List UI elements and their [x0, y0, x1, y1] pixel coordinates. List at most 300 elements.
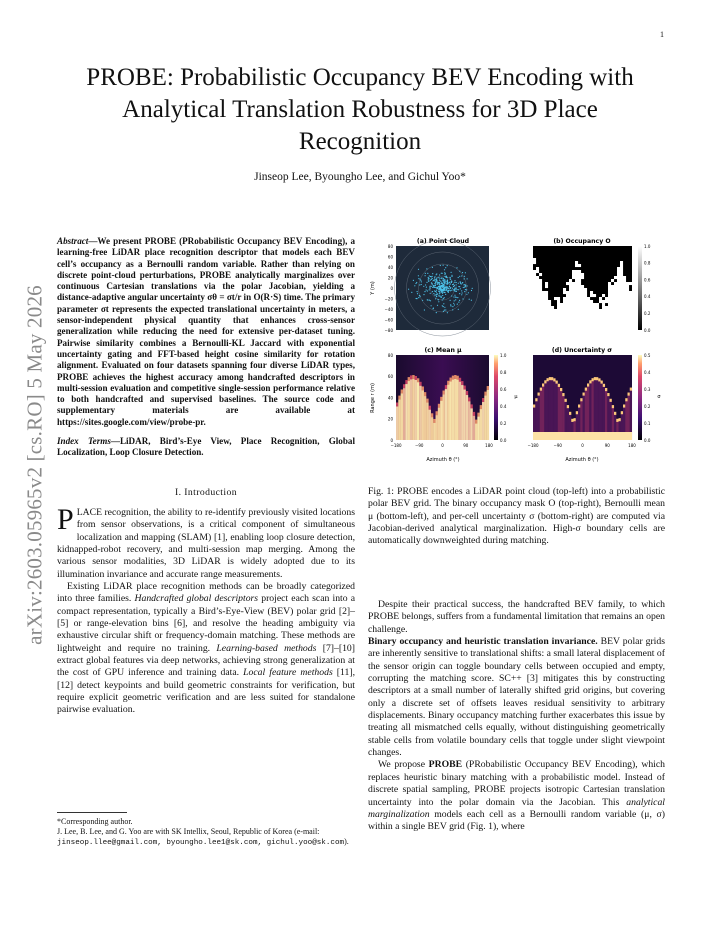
occupancy-cell — [551, 324, 554, 327]
lidar-point — [436, 292, 437, 293]
occupancy-cell — [557, 318, 560, 321]
occupancy-cell — [539, 297, 542, 300]
right-p3-probe: PROBE — [428, 759, 463, 771]
lidar-point — [424, 291, 425, 292]
lidar-point — [428, 281, 429, 282]
uncertainty-edge — [621, 411, 623, 414]
occupancy-cell — [620, 300, 623, 303]
lidar-point — [434, 280, 435, 281]
uncertainty-edge — [583, 393, 585, 396]
footnote-affiliation — [57, 827, 355, 848]
occupancy-cell — [605, 315, 608, 318]
uncertainty-edge — [605, 388, 607, 391]
y-tick-label: 40 — [387, 264, 393, 270]
occupancy-cell — [539, 282, 542, 285]
occupancy-cell — [542, 306, 545, 309]
occupancy-cell — [617, 318, 620, 321]
lidar-point — [464, 276, 465, 277]
occupancy-cell — [536, 324, 539, 327]
footnote-affiliation-text: J. Lee, B. Lee, and G. Yoo are with SK Intellix, Seoul, Republic of Korea (e-mail: — [57, 827, 320, 836]
occupancy-cell — [545, 282, 548, 285]
occupancy-cell — [533, 321, 536, 324]
lidar-point — [431, 305, 432, 306]
uncertainty-band — [601, 384, 603, 440]
occupancy-cell — [560, 327, 563, 330]
lidar-point — [429, 286, 430, 287]
lidar-point — [439, 283, 440, 284]
occupancy-cell — [572, 300, 575, 303]
occupancy-cell — [599, 315, 602, 318]
footnote-rule — [57, 812, 127, 813]
occupancy-cell — [563, 321, 566, 324]
occupancy-cell — [593, 318, 596, 321]
occupancy-cell — [569, 294, 572, 297]
lidar-point — [440, 285, 441, 286]
occupancy-cell — [611, 279, 614, 282]
uncertainty-edge — [540, 388, 542, 391]
lidar-point — [426, 282, 427, 283]
lidar-point — [449, 284, 450, 285]
occupancy-cell — [611, 303, 614, 306]
occupancy-cell — [629, 300, 632, 303]
occupancy-cell — [614, 294, 617, 297]
occupancy-cell — [548, 312, 551, 315]
mean-band — [452, 380, 454, 440]
occupancy-cell — [533, 297, 536, 300]
mean-band — [473, 416, 475, 440]
occupancy-cell — [617, 309, 620, 312]
lidar-point — [450, 300, 451, 301]
occupancy-cell — [578, 306, 581, 309]
occupancy-cell — [608, 306, 611, 309]
occupancy-cell — [617, 327, 620, 330]
occupancy-cell — [611, 285, 614, 288]
occupancy-cell — [590, 318, 593, 321]
occupancy-cell — [623, 294, 626, 297]
lidar-point — [451, 276, 452, 277]
panel-a-y-ticks — [385, 244, 394, 333]
occupancy-cell — [614, 321, 617, 324]
occupancy-cell — [569, 303, 572, 306]
occupancy-cell — [578, 300, 581, 303]
occupancy-cell — [584, 306, 587, 309]
uncertainty-edge — [580, 398, 582, 401]
occupancy-cell — [572, 306, 575, 309]
occupancy-cell — [584, 327, 587, 330]
occupancy-cell — [545, 285, 548, 288]
lidar-point — [435, 281, 436, 282]
lidar-point — [446, 286, 447, 287]
occupancy-cell — [581, 321, 584, 324]
mean-band — [422, 390, 424, 440]
right-p3-text: models each cell as a Bernoulli random variable (μ, σ) within a single BEV grid (Fig. 1), where — [368, 808, 665, 833]
occupancy-cell — [608, 288, 611, 291]
panel-d-x-label: Azimuth θ (°) — [565, 457, 599, 463]
lidar-point — [436, 290, 437, 291]
occupancy-cell — [545, 321, 548, 324]
occupancy-cell — [608, 297, 611, 300]
occupancy-cell — [617, 312, 620, 315]
uncertainty-band — [547, 381, 549, 440]
occupancy-cell — [599, 297, 602, 300]
occupancy-cell — [542, 303, 545, 306]
occupancy-cell — [602, 312, 605, 315]
occupancy-cell — [620, 282, 623, 285]
lidar-point — [442, 280, 443, 281]
occupancy-cell — [560, 315, 563, 318]
lidar-point — [440, 265, 441, 266]
lidar-point — [445, 283, 446, 284]
occupancy-cell — [626, 315, 629, 318]
occupancy-cell — [533, 285, 536, 288]
right-paragraph-1: Despite their practical success, the handcrafted BEV family, to which PROBE belongs, suffers from a fundamental limitation that remains an open challenge. — [368, 599, 665, 635]
uncertainty-edge — [565, 399, 567, 402]
occupancy-cell — [587, 303, 590, 306]
lidar-point — [462, 292, 463, 293]
occupancy-cell — [557, 300, 560, 303]
lidar-point — [425, 275, 426, 276]
lidar-point — [421, 281, 422, 282]
lidar-point — [461, 294, 462, 295]
y-tick-label: −60 — [384, 317, 393, 323]
lidar-point — [429, 289, 430, 290]
y-tick-label: 20 — [387, 275, 393, 281]
occupancy-cell — [569, 315, 572, 318]
lidar-point — [427, 290, 428, 291]
occupancy-cell — [626, 297, 629, 300]
lidar-point — [471, 300, 472, 301]
occupancy-cell — [629, 303, 632, 306]
occupancy-cell — [578, 270, 581, 273]
lidar-point — [442, 295, 443, 296]
lidar-point — [451, 295, 452, 296]
y-tick-label: −40 — [384, 306, 393, 312]
lidar-point — [418, 269, 419, 270]
occupancy-cell — [590, 324, 593, 327]
occupancy-cell — [569, 297, 572, 300]
lidar-point — [454, 300, 455, 301]
occupancy-cell — [575, 321, 578, 324]
occupancy-cell — [545, 297, 548, 300]
occupancy-cell — [548, 324, 551, 327]
occupancy-cell — [542, 291, 545, 294]
colorbar-tick-label: 0.6 — [644, 277, 651, 283]
occupancy-cell — [575, 279, 578, 282]
lidar-point — [455, 299, 456, 300]
intro-p2-text: project each scan into a compact representation, typically a Bird’s-Eye-View (BEV) polar grid [2]–[5] or range-elevation bins [6], and resolve the heading ambiguity via exhaustive circular shift or frequency-domain matching. These methods are lightweight and require no training. — [57, 593, 356, 654]
lidar-point — [471, 290, 472, 291]
occupancy-cell — [563, 297, 566, 300]
occupancy-cell — [545, 309, 548, 312]
occupancy-cell — [566, 291, 569, 294]
occupancy-cell — [578, 282, 581, 285]
lidar-point — [454, 295, 455, 296]
arxiv-watermark — [20, 255, 50, 675]
colorbar-tick-label: 1.0 — [644, 243, 651, 249]
occupancy-cell — [620, 309, 623, 312]
uncertainty-edge — [614, 412, 616, 415]
occupancy-cell — [602, 303, 605, 306]
occupancy-cell — [581, 276, 584, 279]
occupancy-cell — [602, 318, 605, 321]
lidar-point — [418, 278, 419, 279]
mean-band — [398, 400, 400, 440]
occupancy-cell — [611, 297, 614, 300]
occupancy-cell — [542, 297, 545, 300]
occupancy-cell — [566, 324, 569, 327]
occupancy-cell — [557, 327, 560, 330]
occupancy-cell — [611, 294, 614, 297]
occupancy-cell — [578, 279, 581, 282]
lidar-point — [451, 282, 452, 283]
occupancy-cell — [584, 297, 587, 300]
mean-band — [429, 410, 431, 440]
colorbar-tick-label: 0.0 — [500, 437, 507, 443]
lidar-point — [447, 291, 448, 292]
occupancy-cell — [599, 300, 602, 303]
mean-band — [449, 382, 451, 440]
occupancy-cell — [608, 303, 611, 306]
occupancy-cell — [593, 309, 596, 312]
occupancy-cell — [626, 303, 629, 306]
occupancy-cell — [623, 315, 626, 318]
occupancy-cell — [611, 300, 614, 303]
lidar-point — [429, 275, 430, 276]
lidar-point — [454, 304, 455, 305]
lidar-point — [444, 307, 445, 308]
occupancy-cell — [566, 321, 569, 324]
occupancy-cell — [551, 312, 554, 315]
occupancy-cell — [590, 312, 593, 315]
lidar-point — [439, 291, 440, 292]
occupancy-cell — [584, 324, 587, 327]
occupancy-cell — [539, 279, 542, 282]
lidar-point — [434, 295, 435, 296]
occupancy-cell — [629, 315, 632, 318]
lidar-point — [432, 291, 433, 292]
occupancy-cell — [533, 273, 536, 276]
occupancy-cell — [608, 285, 611, 288]
occupancy-cell — [572, 315, 575, 318]
occupancy-cell — [560, 303, 563, 306]
occupancy-cell — [569, 309, 572, 312]
panel-d-colorbar-ticks — [644, 353, 651, 443]
lidar-point — [443, 298, 444, 299]
occupancy-cell — [536, 315, 539, 318]
lidar-point — [441, 292, 442, 293]
lidar-point — [443, 265, 444, 266]
right-p3-text: We propose — [378, 759, 429, 771]
occupancy-cell — [563, 303, 566, 306]
occupancy-cell — [620, 294, 623, 297]
intro-paragraph-1 — [57, 502, 355, 581]
panel-d-x-ticks — [528, 443, 637, 448]
lidar-point — [459, 300, 460, 301]
uncertainty-edge — [612, 405, 614, 408]
lidar-point — [444, 286, 445, 287]
lidar-point — [434, 277, 435, 278]
y-tick-label: 40 — [387, 395, 393, 401]
lidar-point — [432, 283, 433, 284]
uncertainty-edge — [556, 381, 558, 384]
occupancy-cell — [617, 297, 620, 300]
occupancy-cell — [602, 300, 605, 303]
intro-p2-emph-handcrafted: Handcrafted global descriptors — [134, 593, 259, 605]
uncertainty-edge — [607, 393, 609, 396]
occupancy-cell — [575, 291, 578, 294]
lidar-point — [439, 286, 440, 287]
occupancy-cell — [575, 285, 578, 288]
occupancy-cell — [572, 303, 575, 306]
uncertainty-edge — [623, 404, 625, 407]
uncertainty-edge — [578, 404, 580, 407]
occupancy-cell — [587, 324, 590, 327]
lidar-point — [458, 283, 459, 284]
lidar-point — [464, 287, 465, 288]
occupancy-cell — [539, 315, 542, 318]
occupancy-cell — [569, 321, 572, 324]
colorbar-tick-label: 0.8 — [500, 369, 507, 375]
occupancy-cell — [623, 321, 626, 324]
occupancy-cell — [602, 294, 605, 297]
occupancy-cell — [536, 300, 539, 303]
occupancy-cell — [587, 318, 590, 321]
occupancy-cell — [617, 273, 620, 276]
lidar-point — [421, 284, 422, 285]
mean-band — [480, 409, 482, 440]
occupancy-cell — [545, 294, 548, 297]
lidar-point — [437, 305, 438, 306]
occupancy-cell — [614, 291, 617, 294]
occupancy-cell — [626, 288, 629, 291]
occupancy-cell — [599, 309, 602, 312]
uncertainty-edge — [542, 383, 544, 386]
occupancy-cell — [620, 315, 623, 318]
x-tick-label: 180 — [628, 443, 636, 448]
occupancy-cell — [533, 261, 536, 264]
occupancy-cell — [560, 306, 563, 309]
occupancy-cell — [533, 294, 536, 297]
occupancy-cell — [581, 273, 584, 276]
occupancy-cell — [548, 327, 551, 330]
occupancy-cell — [563, 288, 566, 291]
occupancy-cell — [572, 288, 575, 291]
occupancy-cell — [563, 324, 566, 327]
occupancy-cell — [554, 327, 557, 330]
occupancy-cell — [539, 285, 542, 288]
footnote-emails: jinseop.llee@gmail.com, byoungho.lee1@sk.com, gichul.yoo@sk.com — [57, 839, 345, 847]
occupancy-cell — [575, 327, 578, 330]
uncertainty-edge — [589, 380, 591, 383]
uncertainty-band — [587, 386, 589, 440]
footnote-corresponding: *Corresponding author. — [57, 817, 133, 826]
occupancy-cell — [608, 321, 611, 324]
occupancy-cell — [572, 312, 575, 315]
occupancy-cell — [554, 321, 557, 324]
occupancy-cell — [629, 297, 632, 300]
occupancy-cell — [596, 318, 599, 321]
occupancy-cell — [614, 327, 617, 330]
lidar-point — [459, 293, 460, 294]
occupancy-cell — [617, 279, 620, 282]
panel-c-colorbar-ticks — [500, 353, 507, 443]
occupancy-cell — [602, 315, 605, 318]
lidar-point — [434, 287, 435, 288]
occupancy-cell — [608, 312, 611, 315]
lidar-point — [444, 280, 445, 281]
lidar-point — [447, 277, 448, 278]
lidar-point — [450, 279, 451, 280]
occupancy-cell — [539, 291, 542, 294]
lidar-point — [428, 278, 429, 279]
occupancy-cell — [578, 327, 581, 330]
occupancy-cell — [554, 312, 557, 315]
lidar-point — [469, 299, 470, 300]
lidar-point — [413, 280, 414, 281]
occupancy-cell — [548, 309, 551, 312]
right-p3-text: (PRobabilistic Occupancy BEV Encoding), which replaces heuristic binary matching with a probabilistic model. Instead of discrete spatial sampling, PROBE projects isotropic Cartesian translation uncertainty into the polar domain via the Jacobian. This — [368, 759, 666, 808]
mean-band — [470, 408, 472, 440]
occupancy-cell — [554, 324, 557, 327]
panel-c-y-ticks — [388, 353, 394, 443]
lidar-point — [465, 272, 466, 273]
occupancy-cell — [578, 294, 581, 297]
occupancy-cell — [584, 321, 587, 324]
occupancy-cell — [617, 267, 620, 270]
occupancy-cell — [557, 324, 560, 327]
occupancy-cell — [590, 309, 593, 312]
lidar-point — [411, 292, 412, 293]
occupancy-cell — [578, 312, 581, 315]
occupancy-cell — [617, 315, 620, 318]
mean-band — [440, 401, 442, 440]
mean-band — [410, 379, 412, 440]
uncertainty-edge — [562, 393, 564, 396]
occupancy-cell — [590, 306, 593, 309]
occupancy-cell — [551, 318, 554, 321]
occupancy-cell — [626, 291, 629, 294]
occupancy-cell — [611, 291, 614, 294]
occupancy-cell — [536, 327, 539, 330]
occupancy-cell — [608, 294, 611, 297]
occupancy-cell — [584, 291, 587, 294]
lidar-point — [462, 282, 463, 283]
lidar-point — [436, 281, 437, 282]
uncertainty-band — [544, 383, 546, 440]
mean-band — [475, 424, 477, 440]
lidar-point — [416, 282, 417, 283]
occupancy-cell — [629, 312, 632, 315]
mean-band — [477, 417, 479, 440]
lidar-point — [444, 297, 445, 298]
occupancy-cell — [587, 309, 590, 312]
occupancy-cell — [566, 282, 569, 285]
occupancy-cell — [620, 291, 623, 294]
right-p3-emph: analytical marginalization — [368, 796, 665, 820]
occupancy-cell — [533, 270, 536, 273]
uncertainty-edge — [585, 388, 587, 391]
lidar-point — [449, 286, 450, 287]
lidar-point — [429, 287, 430, 288]
occupancy-cell — [539, 324, 542, 327]
occupancy-cell — [620, 267, 623, 270]
lidar-point — [444, 288, 445, 289]
occupancy-cell — [539, 306, 542, 309]
uncertainty-edge — [571, 419, 573, 422]
mean-band — [419, 386, 421, 440]
occupancy-cell — [581, 294, 584, 297]
occupancy-cell — [545, 306, 548, 309]
